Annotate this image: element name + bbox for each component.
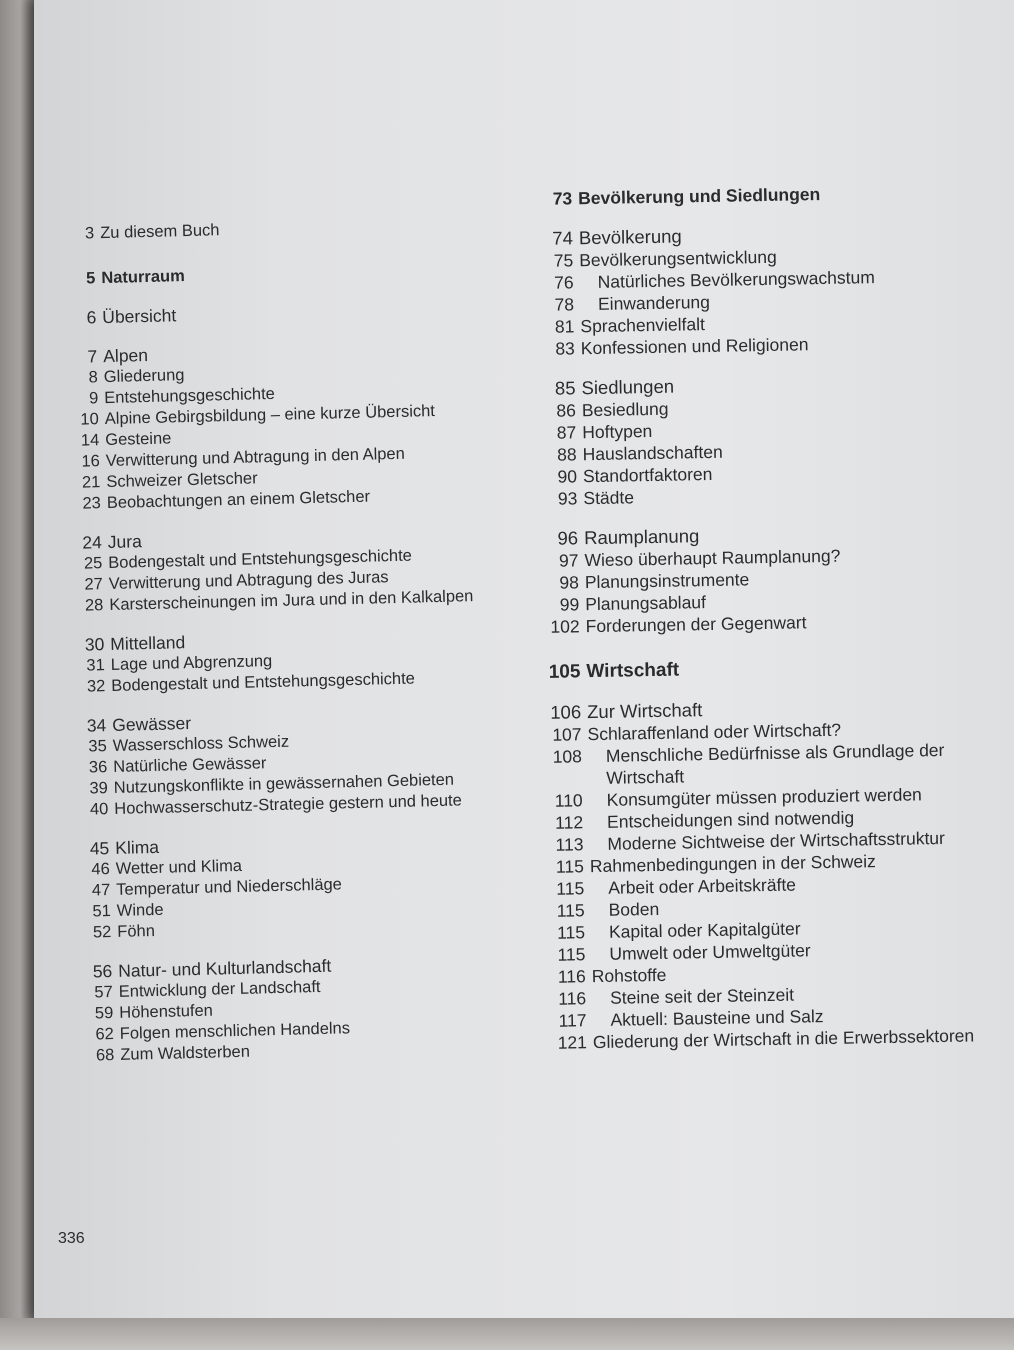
toc-title: Sprachenvielfalt	[580, 314, 706, 337]
toc-title: Hauslandschaften	[582, 441, 723, 465]
toc-title: Winde	[116, 900, 164, 920]
toc-page-number: 6	[86, 307, 97, 328]
toc-title: Wasserschloss Schweiz	[112, 732, 290, 755]
toc-title: Bevölkerung	[578, 225, 682, 249]
toc-page-number	[544, 784, 588, 785]
book-spine-edge	[0, 0, 34, 1350]
toc-page-number: 25	[83, 554, 103, 573]
toc-title: Natur- und Kulturlandschaft	[118, 955, 332, 981]
toc-title: Föhn	[117, 921, 156, 941]
book-bottom-edge	[0, 1318, 1014, 1350]
toc-title: Siedlungen	[581, 375, 675, 399]
toc-title: Bevölkerung und Siedlungen	[578, 184, 821, 209]
toc-page-number: 81	[554, 316, 575, 337]
toc-page-number: 56	[92, 961, 113, 982]
toc-right-column	[534, 180, 1014, 1054]
toc-page-number: 30	[84, 634, 105, 655]
toc-page-number: 74	[552, 227, 574, 249]
toc-page-number: 5	[85, 269, 96, 288]
toc-title: Beobachtungen an einem Gletscher	[106, 487, 371, 513]
toc-title: Folgen menschlichen Handelns	[119, 1019, 351, 1043]
toc-title: Forderungen der Gegenwart	[585, 612, 807, 637]
toc-title: Lage und Abgrenzung	[110, 652, 273, 674]
toc-title: Entscheidungen sind notwendig	[606, 807, 855, 832]
toc-page-number: 97	[558, 550, 579, 571]
toc-title: Besiedlung	[581, 398, 669, 421]
toc-title: Boden	[608, 898, 660, 920]
toc-title: Bodengestalt und Entstehungsgeschichte	[108, 546, 413, 573]
toc-page-number: 36	[88, 758, 108, 777]
toc-page-number: 9	[88, 389, 99, 408]
toc-page-number: 115	[556, 878, 585, 899]
toc-page-number: 62	[95, 1025, 115, 1044]
toc-page-number: 23	[82, 494, 102, 513]
toc-title: Mittelland	[110, 632, 186, 654]
toc-page-number: 3	[84, 224, 95, 243]
toc-page-number: 88	[557, 444, 577, 465]
toc-title: Übersicht	[102, 305, 177, 328]
toc-page-number: 85	[554, 377, 576, 399]
toc-page-number: 8	[88, 368, 98, 387]
toc-title: Einwanderung	[597, 291, 711, 314]
toc-title: Menschliche Bedürfnisse als Grundlage der	[605, 739, 945, 766]
toc-page-number: 73	[552, 188, 573, 209]
toc-title: Konfessionen und Religionen	[580, 334, 809, 359]
toc-page-number: 57	[94, 983, 113, 1002]
toc-title: Hochwasserschutz-Strategie gestern und heute	[114, 791, 463, 818]
toc-page-number: 116	[558, 988, 587, 1009]
toc-title: Höhenstufen	[119, 1001, 214, 1022]
toc-title: Kapital oder Kapitalgüter	[608, 918, 801, 942]
toc-page-number: 21	[81, 473, 101, 492]
toc-title: Arbeit oder Arbeitskräfte	[608, 874, 797, 898]
toc-title: Planungsinstrumente	[584, 569, 750, 593]
toc-title: Zu diesem Buch	[100, 221, 220, 243]
toc-page-number: 16	[81, 452, 101, 471]
toc-page-number: 68	[95, 1046, 115, 1065]
toc-page-number: 75	[553, 250, 574, 271]
toc-title: Nutzungskonflikte in gewässernahen Gebieten	[113, 770, 455, 797]
toc-title: Entwicklung der Landschaft	[118, 977, 321, 1001]
toc-page-number: 116	[557, 966, 586, 987]
toc-title: Umwelt oder Umweltgüter	[609, 940, 811, 964]
toc-title: Planungsablauf	[585, 592, 707, 615]
toc-title: Gewässer	[112, 713, 192, 735]
toc-entry	[542, 654, 1012, 684]
toc-title: Aktuell: Bausteine und Salz	[610, 1006, 824, 1030]
toc-title: Gesteine	[105, 429, 172, 450]
toc-title: Temperatur und Niederschläge	[116, 875, 343, 899]
toc-title: Klima	[115, 836, 160, 858]
page-number: 336	[58, 1230, 85, 1247]
toc-title: Gliederung der Wirtschaft in die Erwerbssektoren	[592, 1025, 975, 1053]
toc-page-number: 34	[86, 715, 107, 736]
toc-entry	[66, 297, 506, 329]
toc-title: Gliederung	[103, 366, 185, 387]
toc-title: Verwitterung und Abtragung in den Alpen	[105, 444, 405, 471]
toc-title: Moderne Sichtweise der Wirtschaftsstruktur	[607, 827, 946, 854]
toc-title: Zur Wirtschaft	[586, 699, 703, 723]
toc-page-number: 39	[89, 779, 109, 798]
toc-page-number: 35	[88, 737, 107, 756]
toc-title: Hoftypen	[582, 420, 653, 443]
toc-title: Schlaraffenland oder Wirtschaft?	[587, 719, 842, 745]
toc-page-number: 32	[86, 677, 106, 696]
toc-title: Konsumgüter müssen produziert werden	[606, 784, 922, 810]
toc-page-number: 14	[80, 431, 100, 450]
toc-page-number: 86	[556, 400, 577, 421]
toc-page-number: 102	[550, 616, 580, 637]
toc-page-number: 121	[557, 1032, 588, 1053]
toc-page-number: 106	[550, 701, 582, 723]
toc-title: Wirtschaft	[586, 659, 680, 683]
toc-page-number: 96	[557, 527, 579, 549]
toc-page-number: 115	[556, 922, 586, 943]
toc-title: Wetter und Klima	[115, 856, 243, 878]
toc-page-number: 117	[558, 1010, 587, 1031]
toc-page-number: 40	[89, 800, 109, 819]
toc-title: Natürliches Bevölkerungswachstum	[597, 267, 875, 292]
toc-page-number: 98	[559, 572, 580, 593]
toc-page-number: 99	[559, 594, 580, 615]
toc-page-number: 83	[555, 338, 575, 359]
toc-title: Alpen	[102, 344, 149, 367]
toc-title: Entstehungsgeschichte	[104, 384, 276, 408]
toc-page-number: 45	[89, 838, 110, 859]
toc-title: Rohstoffe	[591, 964, 667, 987]
toc-page-number: 52	[92, 923, 112, 942]
toc-title: Schweizer Gletscher	[106, 469, 258, 492]
toc-page-number: 27	[84, 575, 104, 594]
toc-page-number: 110	[554, 790, 583, 811]
toc-title: Rahmenbedingungen in der Schweiz	[589, 851, 877, 877]
toc-page-number: 76	[554, 272, 574, 293]
toc-page-number: 112	[554, 812, 584, 833]
toc-entry	[65, 258, 505, 290]
toc-title: Standortfaktoren	[582, 463, 713, 487]
toc-page-number: 46	[91, 860, 110, 879]
toc-page-number: 87	[556, 422, 577, 443]
toc-title: Naturraum	[101, 267, 185, 288]
toc-title: Wieso überhaupt Raumplanung?	[584, 545, 841, 571]
toc-title: Natürliche Gewässer	[113, 754, 267, 776]
toc-page-number: 47	[91, 881, 111, 900]
toc-page-number: 113	[555, 834, 584, 855]
toc-title: Verwitterung und Abtragung des Juras	[108, 568, 389, 594]
toc-title: Zum Waldsterben	[120, 1042, 251, 1064]
toc-page-number: 107	[552, 724, 582, 745]
toc-title: Steine seit der Steinzeit	[609, 984, 795, 1008]
toc-left-column	[64, 213, 524, 1066]
toc-page-number: 10	[80, 410, 99, 429]
toc-page-number: 115	[556, 900, 585, 921]
toc-page-number: 28	[84, 596, 104, 615]
toc-page-number: 90	[557, 466, 578, 487]
toc-page-number: 108	[552, 746, 583, 767]
toc-title: Städte	[583, 487, 635, 509]
toc-page-number: 31	[86, 656, 106, 675]
toc-page-number: 78	[554, 294, 575, 315]
toc-page-number: 7	[87, 346, 98, 367]
toc-page-number: 51	[92, 902, 112, 921]
toc-title: Jura	[107, 531, 143, 553]
toc-title: Alpine Gebirgsbildung – eine kurze Übersicht	[104, 401, 436, 429]
toc-page-number: 59	[94, 1004, 114, 1023]
toc-title: Bevölkerungsentwicklung	[579, 246, 777, 271]
toc-title: Karsterscheinungen im Jura und in den Kalkalpen	[109, 587, 474, 615]
toc-title: Raumplanung	[583, 525, 700, 549]
toc-page-number: 93	[557, 488, 578, 509]
toc-page-number: 105	[548, 661, 581, 683]
toc-title: Bodengestalt und Entstehungsgeschichte	[111, 669, 416, 695]
toc-title: Wirtschaft	[606, 766, 685, 788]
toc-page-number: 115	[555, 856, 585, 877]
toc-page-number: 115	[557, 944, 586, 965]
toc-page-number: 24	[82, 532, 103, 553]
